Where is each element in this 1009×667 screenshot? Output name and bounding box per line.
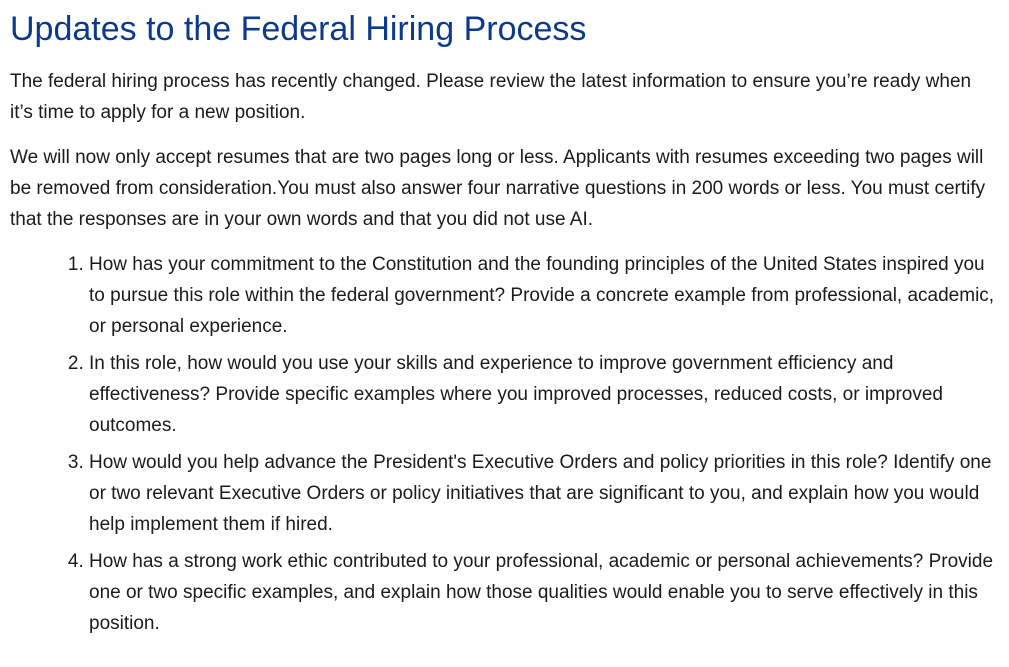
question-item-4: 4. How has a strong work ethic contributed to your professional, academic or personal achievements? Provide one or two specific examples, and explain how those qualities would enable you to serve effectively in this position. xyxy=(89,546,997,639)
narrative-questions-list xyxy=(10,249,997,639)
intro-paragraph: The federal hiring process has recently changed. Please review the latest information to ensure you’re ready when it’s time to apply for a new position. xyxy=(10,71,972,123)
page-title: Updates to the Federal Hiring Process xyxy=(10,10,587,48)
requirements-paragraph: We will now only accept resumes that are two pages long or less. Applicants with resumes exceeding two pages will be removed from consideration.You must also answer four narrative questions in 200 words or less. You must certify that the responses are in your own words and that you did not use AI. xyxy=(10,147,986,230)
question-item-3: 3. How would you help advance the President's Executive Orders and policy priorities in this role? Identify one or two relevant Executive Orders or policy initiatives that are significant to you, and explain how you would help implement them if hired. xyxy=(89,447,997,540)
article xyxy=(0,9,1009,639)
question-item-2: 2. In this role, how would you use your skills and experience to improve government efficiency and effectiveness? Provide specific examples where you improved processes, reduced costs, or improved outcomes. xyxy=(89,348,997,441)
question-item-1: 1. How has your commitment to the Constitution and the founding principles of the United States inspired you to pursue this role within the federal government? Provide a concrete example from professional, academic, or personal experience. xyxy=(89,249,997,342)
